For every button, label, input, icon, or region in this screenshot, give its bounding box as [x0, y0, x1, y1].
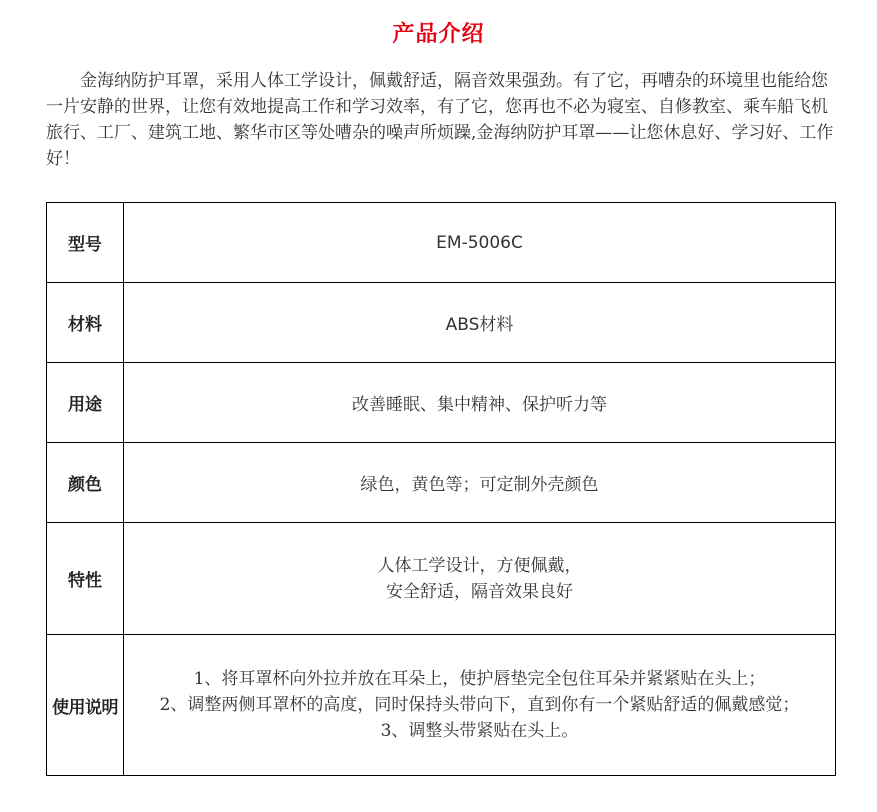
- instruction-step: 3、调整头带紧贴在头上。: [380, 721, 579, 741]
- instruction-step: 2、调整两侧耳罩杯的高度，同时保持头带向下，直到你有一个紧贴舒适的佩戴感觉；: [159, 695, 800, 715]
- model-value: EM-5006C: [124, 203, 836, 283]
- table-row-color: [47, 443, 836, 523]
- features-line: 安全舒适，隔音效果良好: [386, 581, 573, 602]
- page-title: 产品介绍: [392, 21, 485, 47]
- table-row-material: [47, 283, 836, 363]
- instructions-label: 使用说明: [47, 635, 124, 776]
- material-value: ABS材料: [124, 283, 836, 363]
- table-row-features: [47, 523, 836, 635]
- color-value: 绿色，黄色等；可定制外壳颜色: [124, 443, 836, 523]
- intro-paragraph: 金海纳防护耳罩，采用人体工学设计，佩戴舒适，隔音效果强劲。有了它，再嘈杂的环境里也能给您一片安静的世界，让您有效地提高工作和学习效率，有了它，您再也不必为寝室、自修教室、乘车船飞机旅行、工厂、建筑工地、繁华市区等处嘈杂的噪声所烦躁,金海纳防护耳罩——让您休息好、学习好、工作好！: [46, 71, 834, 169]
- features-line: 人体工学设计，方便佩戴，: [377, 555, 582, 576]
- table-row-instructions: [47, 635, 836, 776]
- features-value: [124, 523, 836, 635]
- table-row-usage: [47, 363, 836, 443]
- material-label: 材料: [47, 283, 124, 363]
- table-row-model: [47, 203, 836, 283]
- features-label: 特性: [47, 523, 124, 635]
- spec-table: [46, 202, 836, 776]
- usage-value: 改善睡眠、集中精神、保护听力等: [124, 363, 836, 443]
- color-label: 颜色: [47, 443, 124, 523]
- usage-label: 用途: [47, 363, 124, 443]
- model-label: 型号: [47, 203, 124, 283]
- instruction-step: 1、将耳罩杯向外拉并放在耳朵上，使护唇垫完全包住耳朵并紧紧贴在头上；: [193, 669, 766, 689]
- instructions-value: [124, 635, 836, 776]
